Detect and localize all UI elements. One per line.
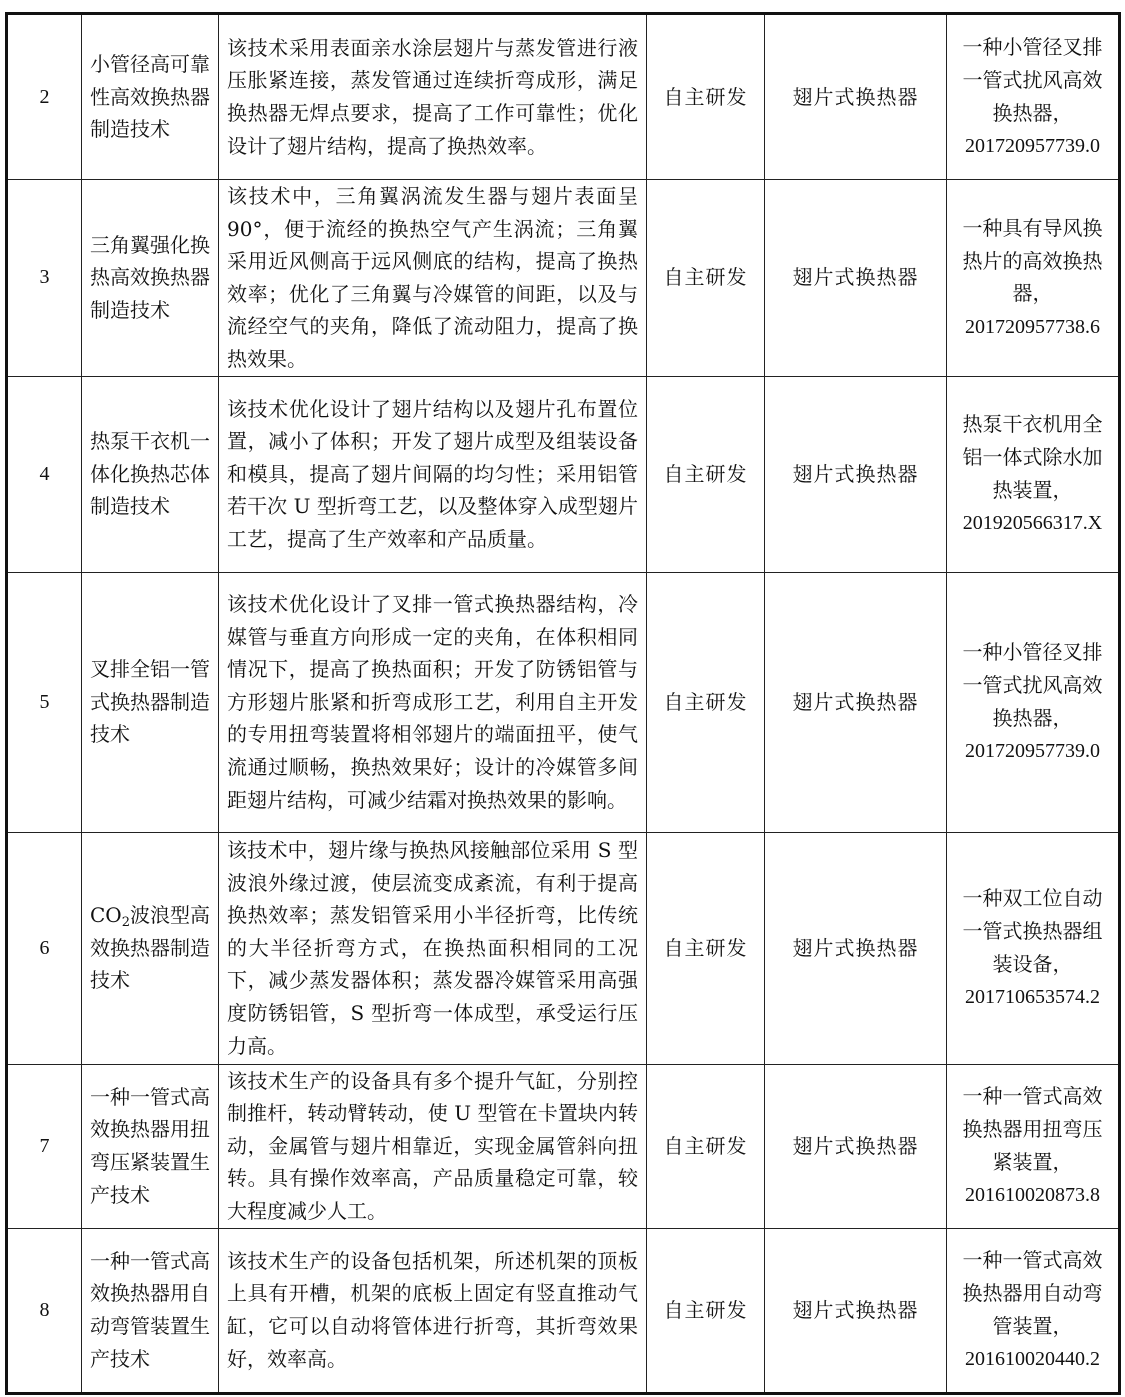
technology-description: 该技术采用表面亲水涂层翅片与蒸发管进行液压胀紧连接，蒸发管通过连续折弯成形，满足换热器无焊点要求，提高了工作可靠性；优化设计了翅片结构，提高了换热效率。 [219,14,647,180]
row-number: 2 [7,14,82,180]
table-row [7,14,1120,180]
patent-number: 201720957738.6 [965,315,1100,338]
technology-source: 自主研发 [647,14,765,180]
co2-prefix: CO [90,903,122,928]
applied-product: 翅片式换热器 [765,376,947,572]
table-row [7,832,1120,1064]
technology-source: 自主研发 [647,1064,765,1228]
technology-name-rest: 波浪型高效换热器制造技术 [90,903,210,993]
table-row [7,1064,1120,1228]
technology-name: 一种一管式高效换热器用扭弯压紧装置生产技术 [82,1064,219,1228]
patent-name: 一种一管式高效换热器用扭弯压紧装置， [962,1084,1103,1174]
row-number: 6 [7,832,82,1064]
related-patent [947,1064,1120,1228]
related-patent [947,376,1120,572]
applied-product: 翅片式换热器 [765,14,947,180]
technology-name: 三角翼强化换热高效换热器制造技术 [82,180,219,377]
technology-description: 该技术优化设计了翅片结构以及翅片孔布置位置，减小了体积；开发了翅片成型及组装设备和模具，提高了翅片间隔的均匀性；采用铝管若干次 U 型折弯工艺，以及整体穿入成型翅片工艺，提高了生产效率和产品质量。 [219,376,647,572]
table-row [7,572,1120,832]
patent-name: 热泵干衣机用全铝一体式除水加热装置， [962,412,1103,502]
related-patent [947,1228,1120,1393]
patent-number: 201920566317.X [962,512,1103,535]
technology-name: 热泵干衣机一体化换热芯体制造技术 [82,376,219,572]
row-number: 7 [7,1064,82,1228]
row-number: 5 [7,572,82,832]
technology-description: 该技术优化设计了叉排一管式换热器结构，冷媒管与垂直方向形成一定的夹角，在体积相同情况下，提高了换热面积；开发了防锈铝管与方形翅片胀紧和折弯成形工艺，利用自主开发的专用扭弯装置将相邻翅片的端面扭平，使气流通过顺畅，换热效果好；设计的冷媒管多间距翅片结构，可减少结霜对换热效果的影响。 [219,572,647,832]
applied-product: 翅片式换热器 [765,1064,947,1228]
patent-name: 一种一管式高效换热器用自动弯管装置， [962,1248,1103,1338]
row-number: 4 [7,376,82,572]
technology-description: 该技术中，三角翼涡流发生器与翅片表面呈90°，便于流经的换热空气产生涡流；三角翼采用近风侧高于远风侧底的结构，提高了换热效率；优化了三角翼与冷媒管的间距，以及与流经空气的夹角，降低了流动阻力，提高了换热效果。 [219,180,647,377]
technology-source: 自主研发 [647,1228,765,1393]
technology-source: 自主研发 [647,572,765,832]
related-patent [947,832,1120,1064]
applied-product: 翅片式换热器 [765,572,947,832]
patent-number: 201610020873.8 [965,1184,1100,1207]
table-row [7,376,1120,572]
related-patent [947,14,1120,180]
technology-description: 该技术生产的设备具有多个提升气缸，分别控制推杆，转动臂转动，使 U 型管在卡置块内转动，金属管与翅片相靠近，实现金属管斜向扭转。具有操作效率高，产品质量稳定可靠，较大程度减少人工。 [219,1064,647,1228]
table-row [7,180,1120,377]
patent-name: 一种小管径叉排一管式扰风高效换热器， [962,35,1103,125]
technology-name [82,832,219,1064]
patent-number: 201720957739.0 [965,740,1100,763]
technology-description: 该技术生产的设备包括机架，所述机架的顶板上具有开槽，机架的底板上固定有竖直推动气缸，它可以自动将管体进行折弯，其折弯效果好，效率高。 [219,1228,647,1393]
technology-name: 叉排全铝一管式换热器制造技术 [82,572,219,832]
technology-name: 小管径高可靠性高效换热器制造技术 [82,14,219,180]
patent-name: 一种小管径叉排一管式扰风高效换热器， [962,640,1103,730]
technology-table [5,12,1121,1395]
patent-number: 201720957739.0 [965,135,1100,158]
applied-product: 翅片式换热器 [765,832,947,1064]
related-patent [947,180,1120,377]
technology-description: 该技术中，翅片缘与换热风接触部位采用 S 型波浪外缘过渡，使层流变成紊流，有利于提高换热效率；蒸发铝管采用小半径折弯，比传统的大半径折弯方式，在换热面积相同的工况下，减少蒸发器体积；蒸发器冷媒管采用高强度防锈铝管，S 型折弯一体成型，承受运行压力高。 [219,832,647,1064]
patent-name: 一种具有导风换热片的高效换热器， [962,216,1103,306]
row-number: 8 [7,1228,82,1393]
applied-product: 翅片式换热器 [765,1228,947,1393]
row-number: 3 [7,180,82,377]
patent-number: 201610020440.2 [965,1348,1100,1371]
technology-source: 自主研发 [647,376,765,572]
co2-subscript: 2 [121,915,130,931]
technology-name: 一种一管式高效换热器用自动弯管装置生产技术 [82,1228,219,1393]
table-row [7,1228,1120,1393]
patent-name: 一种双工位自动一管式换热器组装设备， [962,886,1103,976]
technology-source: 自主研发 [647,832,765,1064]
patent-number: 201710653574.2 [965,986,1100,1009]
related-patent [947,572,1120,832]
applied-product: 翅片式换热器 [765,180,947,377]
technology-source: 自主研发 [647,180,765,377]
